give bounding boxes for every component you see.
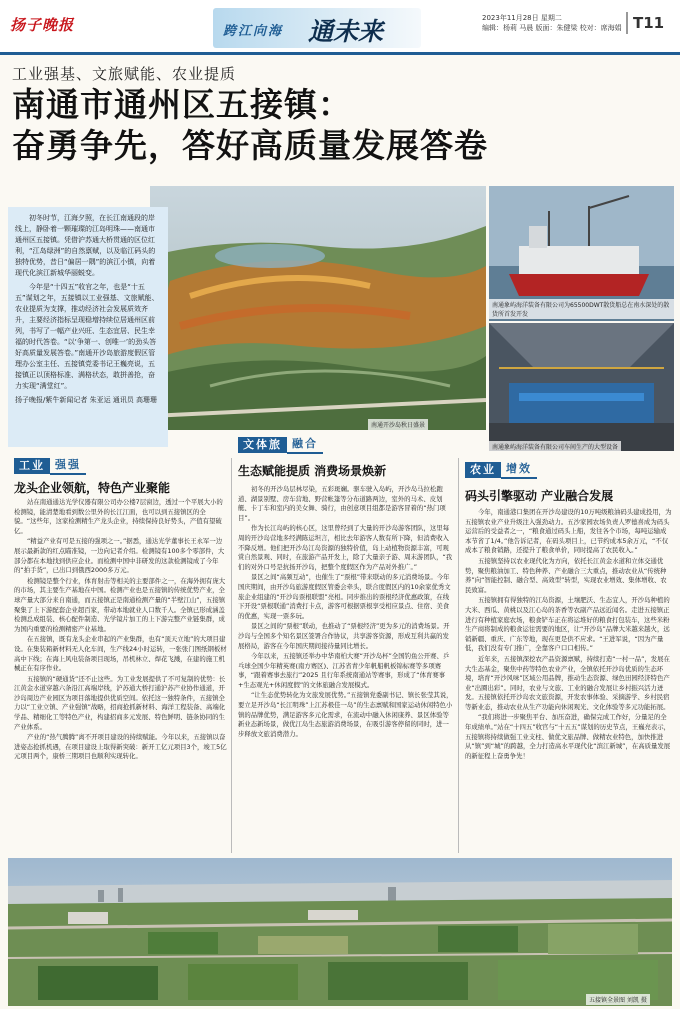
town-panorama-image (8, 858, 672, 1006)
kicker: 工业强基、文旅赋能、农业提质 (12, 65, 237, 83)
ship-photo (489, 186, 674, 321)
banner-title: 通未来 (308, 17, 384, 46)
lead-paragraph: 初冬时节，江海夕照，在长江南通段的岸线上，静卧着一颗璀璨的江岛明珠——南通市通州区五接镇。凭借沪苏通大桥贯通的区位红利，“江岛绿洲”的自然禀赋，以及临江码头的独特优势，昔日“偏居一隅”的滨江小镇，向着现代化滨江新城华丽蜕变。 (15, 214, 156, 277)
ship-photo-caption: 南通象屿海洋装备有限公司为65500DWT散货船总在南水深处的散货所首发开发 (489, 299, 674, 319)
badge-primary: 农业 (465, 462, 501, 478)
body-paragraph: 作为长江岛屿的核心区，这里曾经到了大量的开沙岛游客团队，这里每周的开沙岛营地多经满陈运坦言，相比去年游客人数有所下降，但消费收入不降反增。他们把开沙岛江岛资源的独特价值，岛上动植物资源丰富，可观赏自然景观、同时，在旅游产品开发上，除了大量亲子游、周末游团队，“我们的对外口号是抗扬开沙岛，把整个度假区作为产品对外推广。” (238, 524, 453, 571)
section-badge-agriculture (465, 462, 537, 478)
column-divider (231, 458, 232, 853)
page-number: T11 (626, 12, 664, 34)
section-subtitle-agriculture: 码头引擎驱动 产业融合发展 (465, 489, 614, 503)
headline-line-2: 奋勇争先，答好高质量发展答卷 (12, 126, 488, 165)
badge-secondary: 增效 (501, 461, 537, 479)
issue-date: 2023年11月28日 星期二 (482, 14, 562, 22)
badge-secondary: 强强 (50, 457, 86, 475)
body-paragraph: 今年以来，五接镇还举办中华南柏大赛“开沙岛杯”全国钓鱼公开赛、乒乓球全国少年精英赛(南方赛区)、江苏省青少年帆船帆板锦标赛等多项赛事，“跟着赛事去旅行”2025 且行年系统南通站等赛事，形成了“体育赛事+生态观光+休闲度假”的文体旅融合发展模式。 (238, 652, 450, 689)
main-photo-caption: 南通开沙岛秋日盛景 (368, 419, 428, 430)
body-paragraph: 产业的“热气腾腾”离不开项目建设的持续赋能。今年以来，五接镇以奋进姿态抢抓机遇，在项目建设上取得新突破：新开工亿元项目3个，竣工5亿元项目两个，康桥三期项目也顺利实现转化。 (14, 733, 227, 761)
island-aerial-image (150, 186, 486, 430)
badge-secondary: 融合 (287, 436, 323, 454)
masthead (0, 0, 680, 52)
headline (12, 84, 488, 166)
body-paragraph: 今年，南通港口集团在开沙岛建设的10万吨级粮油码头建成投用，为五接镇农业产业升级注入强劲动力。五沙家园农场负责人罗德喜成为码头运营后的受益者之一，“粮食通过码头上船，发往各个市场，每吨运输成本节省了1/4。”他告诉记者，在码头项目上，已节约成本5余万元，“不仅成本了粮食销路，还提升了粮食单价，同时提高了农民收入。” (465, 508, 672, 555)
bottom-photo-caption: 五接镇全景图 刘凯 摄 (586, 994, 650, 1005)
factory-image (489, 323, 674, 451)
body-paragraph: 在五接镇，既有龙头企业串起的产业集群，也有“顶天立地”的大项目建设。在集装箱新材料无人化车间，生产线24小时运转，一张张门图纸钢板材高中下线；在海上风电装备项目现场，吊机林立、焊花飞溅，在建的施工机械正在有序作业。 (14, 635, 227, 673)
lead-box (8, 207, 168, 447)
column-banner (213, 8, 421, 48)
badge-primary: 文体旅 (238, 437, 287, 453)
body-paragraph: “让生态优势转化为文旅发展优势。”五接镇党委副书记、镇长张莹其说，要立足开沙岛“长江明珠”上江苏极佳一岛”的生态禀赋和国家运动休闲特色小镇的品牌优势，满足游客多元化需求，在流动中融入休闲康养、景区体验等新业态新场景，做优江岛生态旅游消费场景，在吸引游客停留的同时，进一步释放文旅消费潜力。 (238, 691, 453, 738)
article-column-culture (238, 485, 454, 855)
badge-primary: 工业 (14, 458, 50, 474)
headline-line-1: 南通市通州区五接镇： (12, 85, 352, 124)
body-paragraph: 检测镜是整个行业，体育射击等相关的主要部件之一，在海外拥有庞大的市场，其主要生产基地在中国。检测产业也是五接镇的传统优势产业，全球产量大部分来自南通，而五接镇正是南通检测产量的“半壁江山”，五接镇聚集了上下游配套企业超百家，带动本地就业人口数千人。全镇已形成涵盖检测总成组装、核心配件制造、光学镜片加工的上下游完整产业链集群，成为国内重要的检测精密产业基地。 (14, 576, 226, 633)
section-subtitle-industry: 龙头企业领航，特色产业聚能 (14, 481, 171, 495)
bottom-panorama-photo (8, 858, 672, 1006)
body-paragraph: “我们将进一步聚焦平台、加压奋进，确保完成工作好，分量足的全年成绩单。”站在“十四五”收官与“十五五”谋划的历史节点，王巍亮表示，五接镇将持续做强工业支柱、做优文旅品牌、做精农业特色，加快推进从“镇”到“城”的跨越，全力打造高水平现代化“滨江新城”，在高质量发展的新征程上奋勇争先！ (465, 713, 671, 760)
factory-photo (489, 323, 674, 451)
body-paragraph: 站在南通通达光学仪器有限公司办公楼7层窗边，透过一个平展大小的检测镜，能清楚地看到数公里外的长江江面，也可以到五接镇区的全貌。“这些年，这家检测精生产龙头企业，持续保持良好势头，产值有望破亿。 (14, 498, 223, 535)
lead-paragraph: 今年是“十四五”收官之年，也是“十五五”谋划之年，五接镇以工业强基、文旅赋能、农业提质为支撑，推动经济社会发展质效齐升，主要经济指标呈现稳增持续位居通州区前列，书写了一幅产业兴旺、生态宜居、民生幸福的时代答卷。“以‘争第一、创唯一’的劲头答好高质量发展答卷。”南通开沙岛旅游度假区管理办公室主任、五接镇党委书记王巍亮说，五接镇正以顶格标准、满格状态，敢拼善抢，奋力实现“满堂红”。 (15, 283, 159, 390)
body-paragraph: 景区之间的“票根”联动，也推动了“票根经济”更为多元的消费场景。开沙岛与全国多个知名景区签署合作协议，共享游客资源，形成互利共赢的发展格局，游客在今年国庆期间接待量同比增长。 (238, 622, 450, 650)
newspaper-logo: 扬子晚报 (10, 16, 75, 34)
main-photo-island (150, 186, 486, 430)
banner-slogan: 跨江向海 (223, 24, 284, 39)
section-subtitle-culture: 生态赋能提质 消费场景焕新 (238, 464, 387, 478)
body-paragraph: 近年来，五接镇深挖农产品资源禀赋，持续打造“一村一品”，发展在大生态基金，聚焦中药等特色农业产业，全镇依托开沙岛优质的生态环境，培育“开沙风味”区域公用品牌，推动生态资源、绿色田园经济特色产业“出圈出彩”。同时，农业与文旅、工业的融合发展让乡村振兴活力迸发。五接镇依托开沙岛农文旅资源，开发农事体验、采摘游学、乡村民宿等新业态，推动农业从生产功能向休闲观光、文化体验等多元功能拓展。 (465, 654, 670, 711)
column-divider (458, 458, 459, 853)
reporter-byline: 扬子晚报/紫牛新闻记者 朱亚运 通讯员 高珊珊 (15, 396, 158, 404)
body-paragraph: 五接镇的“硬通货”还不止这些。为工业发展提供了不可复制的优势：长江黄金水道穿越六条沿江高端岸线，沪苏通大桥打通沪苏产业协作通道，开沙岛周边产业园区为项目落地提供优质空间。依托这一独特条件，五接镇全力以“工业立镇、产业强镇”战略，招商抢抓新材料、海洋工程装备、高端化学品、精细化工等特色产业，构建招商多元发展、特色鲜明、链条协同的生产业体系。 (14, 674, 226, 731)
issue-info (482, 13, 632, 33)
body-paragraph: 景区之间“高频互动”，也催生了“票根”带来联动的多元消费场景。今年国庆期间，由开沙岛旅游度假区管委会牵头，联合度假区内的10余家优秀文旅企业组建的“开沙岛票根联盟”亮相。同步推出的票根经济优惠政策，在线下开设“票根联通”消费打卡点，游客可根据票根享受相应景点、住宿、美食的优惠，实现一票多玩。 (238, 573, 451, 620)
body-paragraph: 初冬的开沙岛层林尽染，五彩斑斓。驱车驶入岛屿，开沙岛马拉松跑道、湖景别墅、房车营地、野营帐篷等分布道路两边，室外的马术、皮划艇、卡丁车和室内的美女舞、骑行，由创意项目组都是游客冒着的“热门项目”。 (238, 485, 446, 522)
article-column-agriculture (465, 508, 672, 855)
section-badge-industry (14, 458, 86, 474)
body-paragraph: “精益产业有可是五接的强项之一。”据悉，通达光学董事长王永军一边展示最新款的红点瞄准镜，一边向记者介绍。检测镜有100多个零部件，大部分都在本地找到供应企业。而检测中国中非研发的这款检测镜成了今年的“拍手货”，已出口到俄西2000多万元。 (14, 537, 225, 575)
factory-photo-caption: 南通象屿海洋装备有限公司车间生产的大型设备 (489, 441, 621, 451)
body-paragraph: 五接镇坚持以农业现代化为方向，依托长江黄金水道和立体交通优势，聚焦粮油加工、特色种养、产业融合三大重点，推动农业从“传统种养”向“智能控制、融合型、高效型”转型，实现农业增效、集体增收、农民致富。 (465, 556, 667, 594)
section-badge-culture (238, 437, 323, 453)
body-paragraph: 五接镇拥有得独特的江岛资源，土壤肥沃、生态宜人，开沙岛种植的大米、西瓜、黄桃以及江心岛的茶香等农副产品远近闻名。走进五接镇正进行有种植家庭农场，粮食铲车正在将运堆好的粮食打包装车，这些米粉生产商将制成的粮食运往需要的地区，让“开沙岛”品牌大米越来越火，远销新疆、重庆、广东等地，现在更是供不应求。“王进军说，“因为产量低，我们没有专门推广，全靠客户口口相传。” (465, 596, 670, 653)
header-rule (0, 52, 680, 55)
article-column-industry (14, 498, 228, 848)
editor-credits: 编辑：杨莉 马晨 版面：朱健梁 校对：席海娟 (482, 24, 622, 32)
